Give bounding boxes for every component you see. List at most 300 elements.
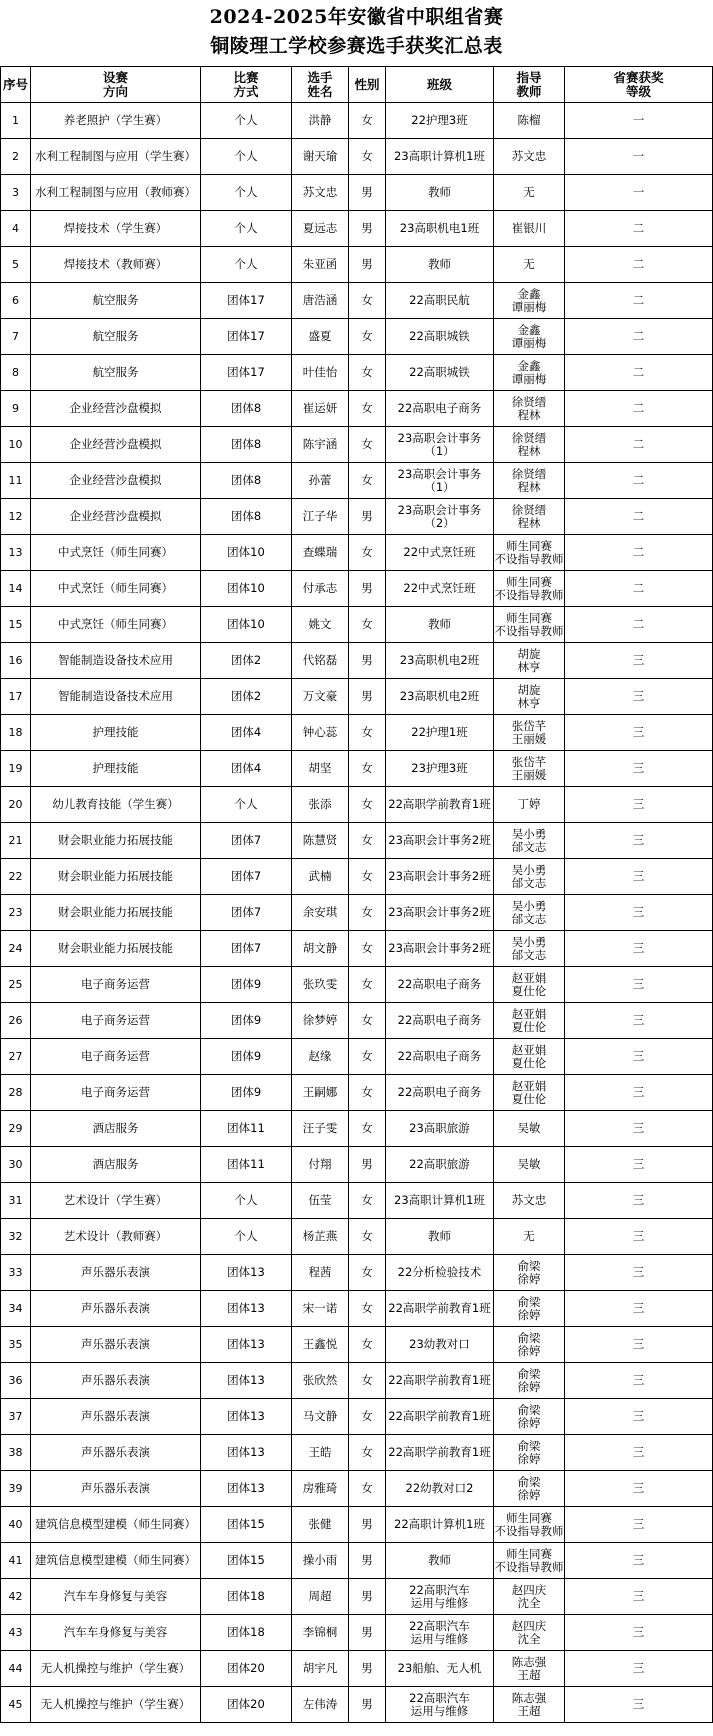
- cell-class: [386, 931, 494, 967]
- cell-class: [386, 1543, 494, 1579]
- cell-name: 胡坚: [292, 751, 349, 787]
- table-row: [1, 499, 713, 535]
- table-row: [1, 319, 713, 355]
- cell-name: 余安琪: [292, 895, 349, 931]
- cell-gender: 女: [349, 283, 386, 319]
- cell-class: [386, 1507, 494, 1543]
- cell-teacher: [494, 1255, 565, 1291]
- cell-teacher-line: 胡旋: [517, 682, 541, 697]
- cell-teacher-line: 师生同赛: [506, 1510, 552, 1525]
- cell-level: 三: [565, 1075, 713, 1111]
- cell-class-line: 22高职汽车: [409, 1690, 470, 1705]
- cell-teacher-line: 林亨: [517, 695, 541, 710]
- cell-teacher-line: 赵亚娟: [511, 1078, 547, 1093]
- cell-class: [386, 427, 494, 463]
- cell-class: [386, 1687, 494, 1723]
- cell-level: 二: [565, 355, 713, 391]
- cell-mode: 团体7: [201, 931, 292, 967]
- cell-mode: 团体18: [201, 1579, 292, 1615]
- cell-level: 三: [565, 1651, 713, 1687]
- cell-teacher-line: 不设指导教师: [494, 1559, 564, 1574]
- cell-class: [386, 1183, 494, 1219]
- header-track: 设赛 方向: [31, 67, 201, 103]
- cell-level: 三: [565, 1687, 713, 1723]
- award-table: [0, 66, 713, 1723]
- table-row: [1, 931, 713, 967]
- cell-class-line: 23护理3班: [411, 761, 468, 775]
- cell-level: 三: [565, 1435, 713, 1471]
- table-row: [1, 139, 713, 175]
- cell-mode: 团体15: [201, 1543, 292, 1579]
- cell-teacher-line: 徐贤缙: [511, 466, 547, 481]
- cell-track: 声乐器乐表演: [31, 1327, 201, 1363]
- cell-teacher-line: 徐婷: [517, 1343, 541, 1358]
- cell-class: [386, 1579, 494, 1615]
- cell-mode: 团体11: [201, 1147, 292, 1183]
- cell-mode: 团体4: [201, 751, 292, 787]
- cell-mode: 个人: [201, 139, 292, 175]
- cell-mode: 团体9: [201, 967, 292, 1003]
- cell-level: 一: [565, 175, 713, 211]
- cell-teacher: [494, 1363, 565, 1399]
- title-line-2: 铜陵理工学校参赛选手获奖汇总表: [210, 35, 503, 57]
- cell-index: 3: [1, 175, 31, 211]
- cell-mode: 团体4: [201, 715, 292, 751]
- cell-class-line: 23高职会计事务（1）: [397, 430, 482, 458]
- cell-level: 三: [565, 895, 713, 931]
- cell-level: 三: [565, 931, 713, 967]
- cell-class: [386, 607, 494, 643]
- cell-class-line: 23高职机电1班: [399, 221, 480, 235]
- cell-track: 建筑信息模型建模（师生同赛）: [31, 1507, 201, 1543]
- header-name: 选手 姓名: [292, 67, 349, 103]
- cell-name: 操小雨: [292, 1543, 349, 1579]
- cell-gender: 女: [349, 1291, 386, 1327]
- cell-name: 胡文静: [292, 931, 349, 967]
- table-row: [1, 895, 713, 931]
- cell-mode: 团体13: [201, 1255, 292, 1291]
- cell-class: [386, 1075, 494, 1111]
- cell-name: 盛夏: [292, 319, 349, 355]
- cell-class: [386, 1111, 494, 1147]
- cell-gender: 女: [349, 427, 386, 463]
- cell-index: 29: [1, 1111, 31, 1147]
- cell-gender: 女: [349, 1255, 386, 1291]
- cell-name: 汪子雯: [292, 1111, 349, 1147]
- cell-class-line: 22高职电子商务: [397, 1085, 482, 1099]
- cell-class-line: 22护理1班: [411, 725, 468, 739]
- cell-index: 25: [1, 967, 31, 1003]
- cell-level: 三: [565, 679, 713, 715]
- cell-gender: 男: [349, 1579, 386, 1615]
- table-row: [1, 1507, 713, 1543]
- cell-class-line: 教师: [428, 257, 451, 271]
- cell-track: 中式烹饪（师生同赛）: [31, 535, 201, 571]
- cell-level: 二: [565, 247, 713, 283]
- cell-class: [386, 1291, 494, 1327]
- cell-teacher: [494, 1003, 565, 1039]
- cell-level: 一: [565, 103, 713, 139]
- cell-name: 洪静: [292, 103, 349, 139]
- table-row: [1, 787, 713, 823]
- cell-teacher-line: 夏仕伦: [511, 983, 547, 998]
- cell-teacher: [494, 571, 565, 607]
- cell-level: 三: [565, 1219, 713, 1255]
- cell-gender: 女: [349, 1399, 386, 1435]
- cell-teacher-line: 吴小勇: [511, 934, 547, 949]
- cell-level: 二: [565, 211, 713, 247]
- cell-mode: 团体13: [201, 1327, 292, 1363]
- cell-class-line: 22分析检验技术: [397, 1265, 482, 1279]
- cell-index: 14: [1, 571, 31, 607]
- cell-class-line: 22高职民航: [409, 293, 470, 307]
- cell-track: 财会职业能力拓展技能: [31, 823, 201, 859]
- table-row: [1, 535, 713, 571]
- cell-teacher-line: 金鑫: [517, 322, 541, 337]
- cell-gender: 女: [349, 967, 386, 1003]
- cell-gender: 女: [349, 1327, 386, 1363]
- cell-level: 三: [565, 1615, 713, 1651]
- cell-teacher-line: 苏文忠: [511, 149, 547, 163]
- table-row: [1, 1399, 713, 1435]
- cell-gender: 男: [349, 571, 386, 607]
- cell-name: 张玖雯: [292, 967, 349, 1003]
- cell-mode: 团体17: [201, 319, 292, 355]
- cell-class: [386, 1219, 494, 1255]
- cell-teacher: [494, 787, 565, 823]
- cell-class-line: 22护理3班: [411, 113, 468, 127]
- cell-class-line: 23高职会计事务（1）: [397, 466, 482, 494]
- cell-class-line: 教师: [428, 185, 451, 199]
- cell-teacher: [494, 463, 565, 499]
- cell-name: 马文静: [292, 1399, 349, 1435]
- cell-name: 谢天瑜: [292, 139, 349, 175]
- table-row: [1, 1615, 713, 1651]
- table-row: [1, 211, 713, 247]
- cell-class-line: 23高职机电2班: [399, 653, 480, 667]
- cell-track: 酒店服务: [31, 1147, 201, 1183]
- cell-gender: 男: [349, 1543, 386, 1579]
- cell-mode: 个人: [201, 103, 292, 139]
- table-row: [1, 679, 713, 715]
- cell-gender: 女: [349, 1219, 386, 1255]
- cell-teacher: [494, 607, 565, 643]
- cell-index: 42: [1, 1579, 31, 1615]
- cell-class: [386, 859, 494, 895]
- cell-teacher-line: 俞梁: [517, 1258, 541, 1273]
- table-row: [1, 355, 713, 391]
- cell-level: 二: [565, 283, 713, 319]
- cell-index: 9: [1, 391, 31, 427]
- header-row: [1, 67, 713, 103]
- cell-teacher-line: 师生同赛: [506, 538, 552, 553]
- cell-class-line: 23高职会计事务2班: [388, 905, 491, 919]
- cell-class-line: 22高职学前教育1班: [388, 1409, 491, 1423]
- cell-name: 夏远志: [292, 211, 349, 247]
- cell-name: 徐梦婷: [292, 1003, 349, 1039]
- cell-gender: 女: [349, 1363, 386, 1399]
- cell-level: 三: [565, 859, 713, 895]
- cell-teacher-line: 俞梁: [517, 1366, 541, 1381]
- cell-teacher-line: 程林: [517, 515, 541, 530]
- cell-name: 代铭磊: [292, 643, 349, 679]
- cell-index: 40: [1, 1507, 31, 1543]
- cell-mode: 团体17: [201, 355, 292, 391]
- cell-teacher-line: 程林: [517, 407, 541, 422]
- cell-teacher-line: 陈榴: [517, 113, 541, 127]
- title-block: [0, 0, 713, 66]
- cell-class: [386, 1039, 494, 1075]
- cell-index: 36: [1, 1363, 31, 1399]
- cell-mode: 团体10: [201, 535, 292, 571]
- cell-class-line: 运用与维修: [410, 1631, 469, 1646]
- cell-class-line: 23高职计算机1班: [394, 149, 485, 163]
- cell-level: 三: [565, 1327, 713, 1363]
- cell-teacher-line: 王超: [517, 1703, 541, 1718]
- cell-class: [386, 823, 494, 859]
- cell-class-line: 22高职电子商务: [397, 1049, 482, 1063]
- cell-name: 赵缘: [292, 1039, 349, 1075]
- cell-gender: 女: [349, 787, 386, 823]
- cell-level: 三: [565, 1111, 713, 1147]
- cell-teacher: [494, 499, 565, 535]
- header-class: 班级: [386, 67, 494, 103]
- cell-track: 电子商务运营: [31, 1039, 201, 1075]
- cell-index: 18: [1, 715, 31, 751]
- cell-teacher: [494, 1687, 565, 1723]
- cell-name: 伍莹: [292, 1183, 349, 1219]
- cell-track: 航空服务: [31, 319, 201, 355]
- cell-track: 企业经营沙盘模拟: [31, 427, 201, 463]
- cell-class-line: 运用与维修: [410, 1595, 469, 1610]
- cell-class: [386, 1147, 494, 1183]
- cell-name: 叶佳怡: [292, 355, 349, 391]
- cell-teacher-line: 崔银川: [511, 221, 547, 235]
- cell-level: 三: [565, 787, 713, 823]
- cell-track: 无人机操控与维护（学生赛）: [31, 1651, 201, 1687]
- cell-teacher-line: 陈志强: [511, 1690, 547, 1705]
- cell-teacher-line: 夏仕伦: [511, 1055, 547, 1070]
- cell-mode: 团体8: [201, 499, 292, 535]
- cell-track: 水利工程制图与应用（教师赛）: [31, 175, 201, 211]
- cell-class: [386, 571, 494, 607]
- cell-gender: 男: [349, 1651, 386, 1687]
- cell-class: [386, 355, 494, 391]
- cell-mode: 团体11: [201, 1111, 292, 1147]
- cell-track: 酒店服务: [31, 1111, 201, 1147]
- cell-level: 三: [565, 751, 713, 787]
- cell-level: 三: [565, 1291, 713, 1327]
- table-row: [1, 463, 713, 499]
- cell-teacher: [494, 391, 565, 427]
- cell-class-line: 22幼教对口2: [405, 1481, 474, 1495]
- cell-level: 三: [565, 1003, 713, 1039]
- cell-class-line: 23高职计算机1班: [394, 1193, 485, 1207]
- cell-teacher: [494, 355, 565, 391]
- table-row: [1, 751, 713, 787]
- table-row: [1, 1075, 713, 1111]
- cell-teacher-line: 不设指导教师: [494, 587, 564, 602]
- cell-teacher-line: 金鑫: [517, 358, 541, 373]
- cell-level: 三: [565, 1147, 713, 1183]
- cell-teacher-line: 程林: [517, 443, 541, 458]
- cell-name: 陈慧贤: [292, 823, 349, 859]
- cell-track: 护理技能: [31, 751, 201, 787]
- cell-class: [386, 787, 494, 823]
- cell-mode: 团体18: [201, 1615, 292, 1651]
- cell-teacher: [494, 1075, 565, 1111]
- cell-track: 财会职业能力拓展技能: [31, 895, 201, 931]
- cell-name: 朱亚函: [292, 247, 349, 283]
- cell-teacher: [494, 1039, 565, 1075]
- cell-mode: 团体17: [201, 283, 292, 319]
- cell-name: 杨芷燕: [292, 1219, 349, 1255]
- cell-class-line: 23高职会计事务2班: [388, 869, 491, 883]
- cell-gender: 女: [349, 895, 386, 931]
- cell-index: 39: [1, 1471, 31, 1507]
- cell-mode: 团体8: [201, 427, 292, 463]
- cell-class: [386, 895, 494, 931]
- cell-class-line: 22高职学前教育1班: [388, 1373, 491, 1387]
- cell-mode: 团体13: [201, 1363, 292, 1399]
- cell-teacher: [494, 1543, 565, 1579]
- cell-teacher-line: 吴敏: [517, 1157, 541, 1171]
- cell-track: 焊接技术（学生赛）: [31, 211, 201, 247]
- cell-index: 43: [1, 1615, 31, 1651]
- cell-gender: 女: [349, 319, 386, 355]
- cell-level: 二: [565, 391, 713, 427]
- cell-class-line: 22高职电子商务: [397, 401, 482, 415]
- cell-class-line: 22高职电子商务: [397, 977, 482, 991]
- cell-level: 三: [565, 1183, 713, 1219]
- cell-index: 38: [1, 1435, 31, 1471]
- cell-class: [386, 967, 494, 1003]
- cell-teacher-line: 赵亚娟: [511, 1042, 547, 1057]
- cell-teacher-line: 吴小勇: [511, 898, 547, 913]
- cell-track: 企业经营沙盘模拟: [31, 499, 201, 535]
- table-row: [1, 823, 713, 859]
- cell-teacher: [494, 247, 565, 283]
- cell-teacher: [494, 1111, 565, 1147]
- cell-index: 45: [1, 1687, 31, 1723]
- cell-class-line: 22高职学前教育1班: [388, 1445, 491, 1459]
- cell-teacher-line: 程林: [517, 479, 541, 494]
- cell-index: 41: [1, 1543, 31, 1579]
- cell-teacher: [494, 1291, 565, 1327]
- cell-mode: 团体7: [201, 895, 292, 931]
- cell-teacher-line: 徐贤缙: [511, 394, 547, 409]
- cell-gender: 男: [349, 679, 386, 715]
- cell-index: 21: [1, 823, 31, 859]
- cell-mode: 团体13: [201, 1291, 292, 1327]
- cell-teacher-line: 徐婷: [517, 1379, 541, 1394]
- cell-teacher-line: 徐贤缙: [511, 502, 547, 517]
- cell-teacher-line: 邰文志: [511, 839, 547, 854]
- cell-track: 艺术设计（学生赛）: [31, 1183, 201, 1219]
- header-level: 省赛获奖 等级: [565, 67, 713, 103]
- cell-teacher-line: 金鑫: [517, 286, 541, 301]
- table-row: [1, 1363, 713, 1399]
- cell-teacher: [494, 643, 565, 679]
- cell-teacher-line: 谭丽梅: [511, 335, 547, 350]
- cell-class-line: 22中式烹饪班: [403, 545, 476, 559]
- cell-name: 姚文: [292, 607, 349, 643]
- cell-teacher-line: 不设指导教师: [494, 623, 564, 638]
- cell-level: 二: [565, 535, 713, 571]
- cell-name: 房雅琦: [292, 1471, 349, 1507]
- cell-name: 苏文忠: [292, 175, 349, 211]
- cell-class-line: 22高职电子商务: [397, 1013, 482, 1027]
- cell-track: 汽车车身修复与美容: [31, 1615, 201, 1651]
- cell-class-line: 23幼教对口: [409, 1337, 470, 1351]
- cell-index: 33: [1, 1255, 31, 1291]
- cell-track: 无人机操控与维护（学生赛）: [31, 1687, 201, 1723]
- cell-teacher-line: 赵四庆: [511, 1618, 547, 1633]
- cell-level: 二: [565, 499, 713, 535]
- table-row: [1, 175, 713, 211]
- cell-class-line: 22中式烹饪班: [403, 581, 476, 595]
- cell-mode: 团体10: [201, 571, 292, 607]
- cell-name: 万文豪: [292, 679, 349, 715]
- header-teacher: 指导 教师: [494, 67, 565, 103]
- cell-level: 二: [565, 319, 713, 355]
- cell-name: 唐浩涵: [292, 283, 349, 319]
- cell-teacher: [494, 139, 565, 175]
- cell-teacher: [494, 1471, 565, 1507]
- table-row: [1, 1327, 713, 1363]
- cell-teacher: [494, 1435, 565, 1471]
- cell-mode: 团体8: [201, 391, 292, 427]
- cell-track: 航空服务: [31, 283, 201, 319]
- cell-teacher: [494, 967, 565, 1003]
- cell-track: 汽车车身修复与美容: [31, 1579, 201, 1615]
- cell-mode: 团体9: [201, 1075, 292, 1111]
- cell-level: 二: [565, 607, 713, 643]
- table-row: [1, 1255, 713, 1291]
- cell-gender: 女: [349, 535, 386, 571]
- cell-class-line: 教师: [428, 617, 451, 631]
- cell-index: 7: [1, 319, 31, 355]
- cell-class-line: 23高职机电2班: [399, 689, 480, 703]
- cell-teacher: [494, 319, 565, 355]
- cell-class: [386, 319, 494, 355]
- cell-teacher-line: 张岱芊: [511, 754, 547, 769]
- table-row: [1, 103, 713, 139]
- cell-index: 12: [1, 499, 31, 535]
- cell-teacher-line: 徐婷: [517, 1487, 541, 1502]
- table-row: [1, 283, 713, 319]
- cell-level: 三: [565, 1363, 713, 1399]
- cell-class: [386, 1003, 494, 1039]
- cell-teacher-line: 陈志强: [511, 1654, 547, 1669]
- cell-index: 30: [1, 1147, 31, 1183]
- cell-teacher: [494, 715, 565, 751]
- cell-teacher-line: 俞梁: [517, 1402, 541, 1417]
- cell-class-line: 23高职旅游: [409, 1121, 470, 1135]
- table-row: [1, 571, 713, 607]
- cell-gender: 男: [349, 643, 386, 679]
- table-body: [1, 103, 713, 1723]
- cell-teacher-line: 谭丽梅: [511, 371, 547, 386]
- cell-class: [386, 1255, 494, 1291]
- cell-gender: 女: [349, 715, 386, 751]
- cell-name: 张欣然: [292, 1363, 349, 1399]
- cell-class: [386, 463, 494, 499]
- cell-track: 企业经营沙盘模拟: [31, 463, 201, 499]
- table-row: [1, 1183, 713, 1219]
- cell-teacher-line: 徐婷: [517, 1451, 541, 1466]
- table-row: [1, 967, 713, 1003]
